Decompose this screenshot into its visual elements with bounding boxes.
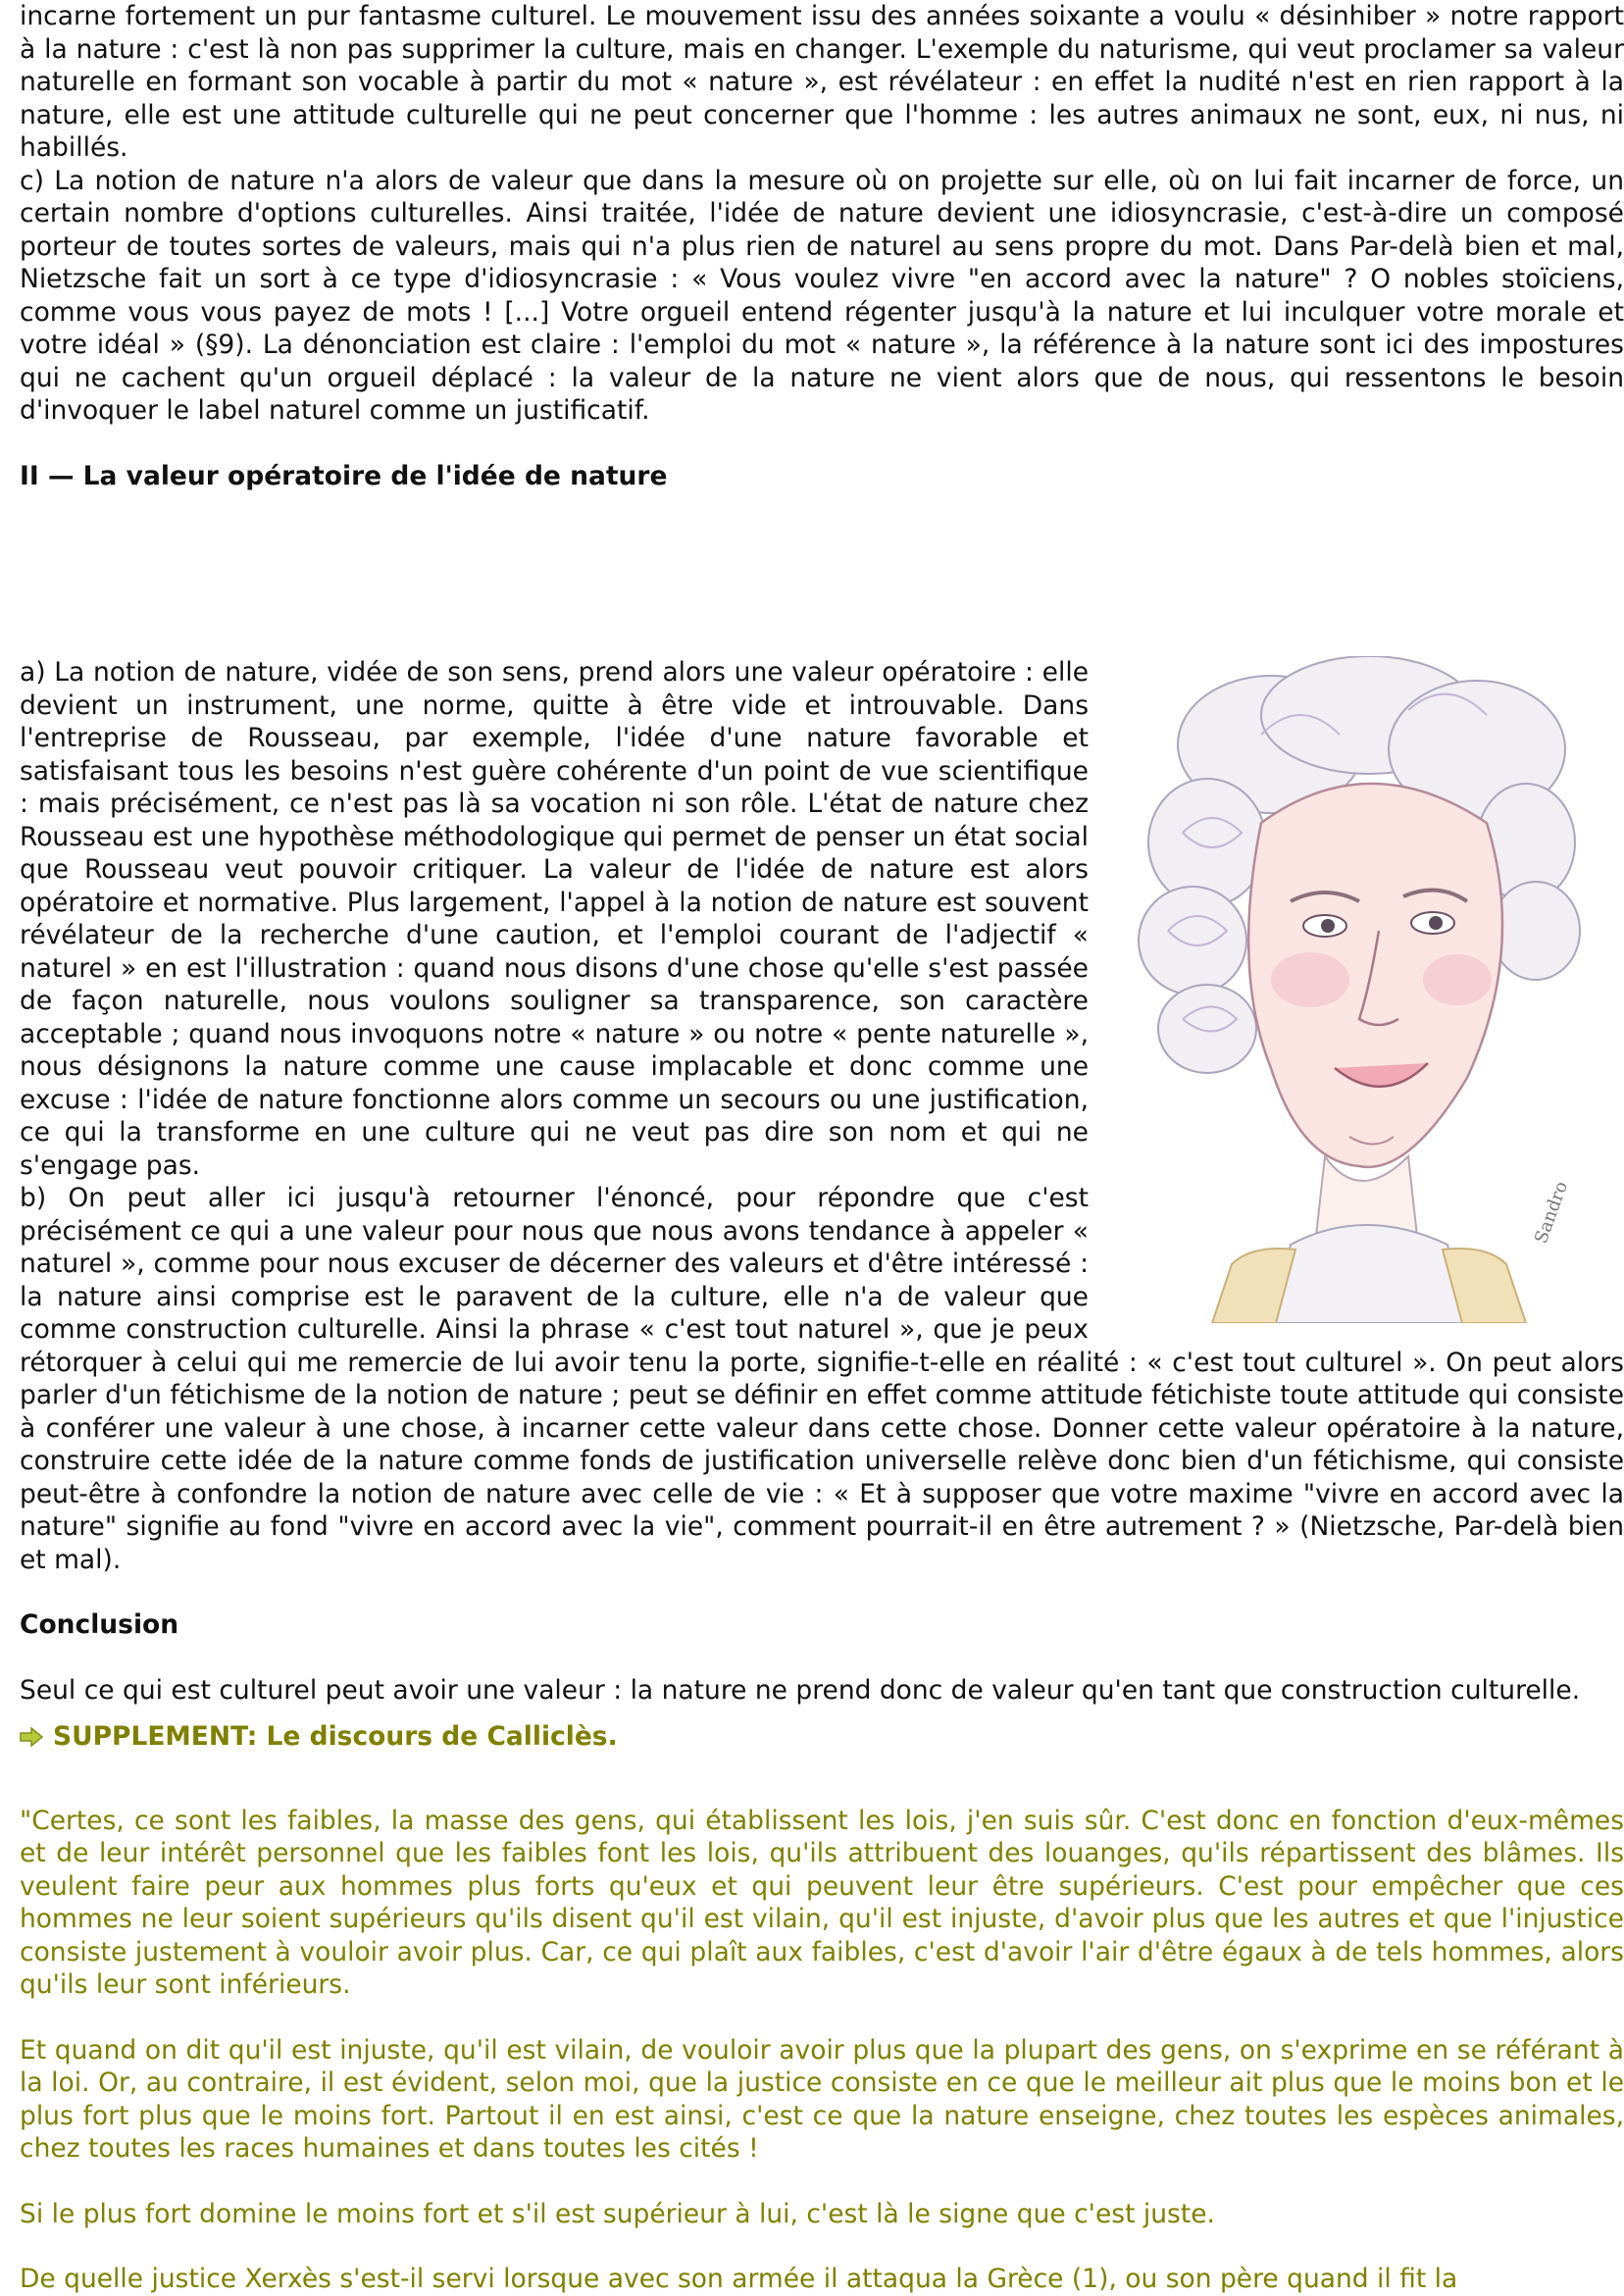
section-2-paragraph-b: b) On peut aller ici jusqu'à retourner l'énoncé, pour répondre que c'est précisément ce qui a une valeur pour nous que nous avons tendance à appeler « naturel », comme pour nous excuser de décerner des valeurs et d'être intéressé : la nature ainsi comprise est le paravent de la culture, elle n'a de valeur que comme construction culturelle. Ainsi la phrase « c'est tout naturel », que je peux rétorquer à celui qui me remercie de lui avoir tenu la porte, signifie-t-elle en réalité : « c'est tout culturel ». On peut alors parler d'un fétichisme de la notion de nature ; peut se définir en effet comme attitude fétichiste toute attitude qui consiste à conférer une valeur à une chose, à incarner cette valeur dans cette chose. Donner cette valeur opératoire à la nature, construire cette idée de la nature comme fonds de justification universelle relève donc bien d'un fétichisme, qui consiste peut-être à confondre la notion de nature avec celle de vie : « Et à supposer que votre maxime "vivre en accord avec la nature" signifie au fond "vivre en accord avec la vie", comment pourrait-il en être autrement ? » (Nietzsche, Par-delà bien et mal). — [20, 1183, 1624, 1575]
intro-paragraph-1: incarne fortement un pur fantasme culturel. Le mouvement issu des années soixante a voulu « désinhiber » notre rapport à la nature : c'est là non pas supprimer la culture, mais en changer. L'exemple du naturisme, qui veut proclamer sa valeur naturelle en formant son vocable à partir du mot « nature », est révélateur : en effet la nudité n'est en rien rapport à la nature, elle est une attitude culturelle qui ne peut concerner que l'homme : les autres animaux ne sont, eux, ni nus, ni habillés. — [20, 1, 1624, 163]
supplement-paragraph-3: Si le plus fort domine le moins fort et s'il est supérieur à lui, c'est là le signe que c'est juste. — [20, 2198, 1215, 2229]
section-2-title: II — La valeur opératoire de l'idée de nature — [20, 460, 668, 491]
supplement-paragraph-2: Et quand on dit qu'il est injuste, qu'il est vilain, de vouloir avoir plus que la plupart des gens, on s'exprime en se référant à la loi. Or, au contraire, il est évident, selon moi, que la justice consiste en ce que le meilleur ait plus que le moins bon et le plus fort plus que le moins fort. Partout il en est ainsi, c'est ce que la nature enseigne, chez toutes les espèces animales, chez toutes les races humaines et dans toutes les cités ! — [20, 2034, 1624, 2164]
supplement-heading — [20, 1720, 1624, 1754]
illustration-signature: Sandro — [1530, 1178, 1573, 1247]
conclusion-text: Seul ce qui est culturel peut avoir une valeur : la nature ne prend donc de valeur qu'en tant que construction culturelle. — [20, 1674, 1581, 1706]
supplement-title: SUPPLEMENT: Le discours de Calliclès. — [53, 1721, 618, 1752]
rousseau-illustration — [1114, 656, 1624, 1323]
arrow-right-icon — [20, 1727, 43, 1747]
section-2-paragraph-a: a) La notion de nature, vidée de son sens, prend alors une valeur opératoire : elle devient un instrument, une norme, quitte à être vide et introuvable. Dans l'entreprise de Rousseau, par exemple, l'idée d'une nature favorable et satisfaisant tous les besoins n'est guère cohérente d'un point de vue scientifique : mais précisément, ce n'est pas là sa vocation ni son rôle. L'état de nature chez Rousseau est une hypothèse méthodologique qui permet de penser un état social que Rousseau veut pouvoir critiquer. La valeur de l'idée de nature est alors opératoire et normative. Plus largement, l'appel à la notion de nature est souvent révélateur de la recherche d'une caution, et l'emploi courant de l'adjectif « naturel » en est l'illustration : quand nous disons d'une chose qu'elle s'est passée de façon naturelle, nous voulons souligner sa transparence, son caractère acceptable ; quand nous invoquons notre « nature » ou notre « pente naturelle », nous désignons la nature comme une cause implacable et donc comme une excuse : l'idée de nature fonctionne alors comme un secours ou une justification, ce qui la transforme en une culture qui ne veut pas dire son nom et qui ne s'engage pas. — [20, 657, 1089, 1181]
conclusion-title: Conclusion — [20, 1609, 179, 1640]
supplement-paragraph-1: "Certes, ce sont les faibles, la masse des gens, qui établissent les lois, j'en suis sûr. C'est donc en fonction d'eux-mêmes et de leur intérêt personnel que les faibles font les lois, qu'ils attribuent des louanges, qu'ils répartissent des blâmes. Ils veulent faire peur aux hommes plus forts qu'eux et qui peuvent leur être supérieurs. C'est pour empêcher que ces hommes ne leur soient supérieurs qu'ils disent qu'il est vilain, qu'il est injuste, d'avoir plus que les autres et que l'injustice consiste justement à vouloir avoir plus. Car, ce qui plaît aux faibles, c'est d'avoir l'air d'être égaux à de tels hommes, alors qu'ils leur sont inférieurs. — [20, 1805, 1624, 2000]
supplement-paragraph-4: De quelle justice Xerxès s'est-il servi lorsque avec son armée il attaqua la Grèce (1), ou son père quand il fit la — [20, 2264, 1458, 2294]
intro-paragraph-2: c) La notion de nature n'a alors de valeur que dans la mesure où on projette sur elle, où on lui fait incarner de force, un certain nombre d'options culturelles. Ainsi traitée, l'idée de nature devient une idiosyncrasie, c'est-à-dire un composé porteur de toutes sortes de valeurs, mais qui n'a plus rien de naturel au sens propre du mot. Dans Par-delà bien et mal, Nietzsche fait un sort à ce type d'idiosyncrasie : « Vous voulez vivre "en accord avec la nature" ? O nobles stoïciens, comme vous vous payez de mots ! [...] Votre orgueil entend régenter jusqu'à la nature et lui inculquer votre morale et votre idéal » (§9). La dénonciation est claire : l'emploi du mot « nature », la référence à la nature sont ici des impostures qui ne cachent qu'un orgueil déplacé : la valeur de la nature ne vient alors que de nous, qui ressentons le besoin d'invoquer le label naturel comme un justificatif. — [20, 165, 1624, 426]
